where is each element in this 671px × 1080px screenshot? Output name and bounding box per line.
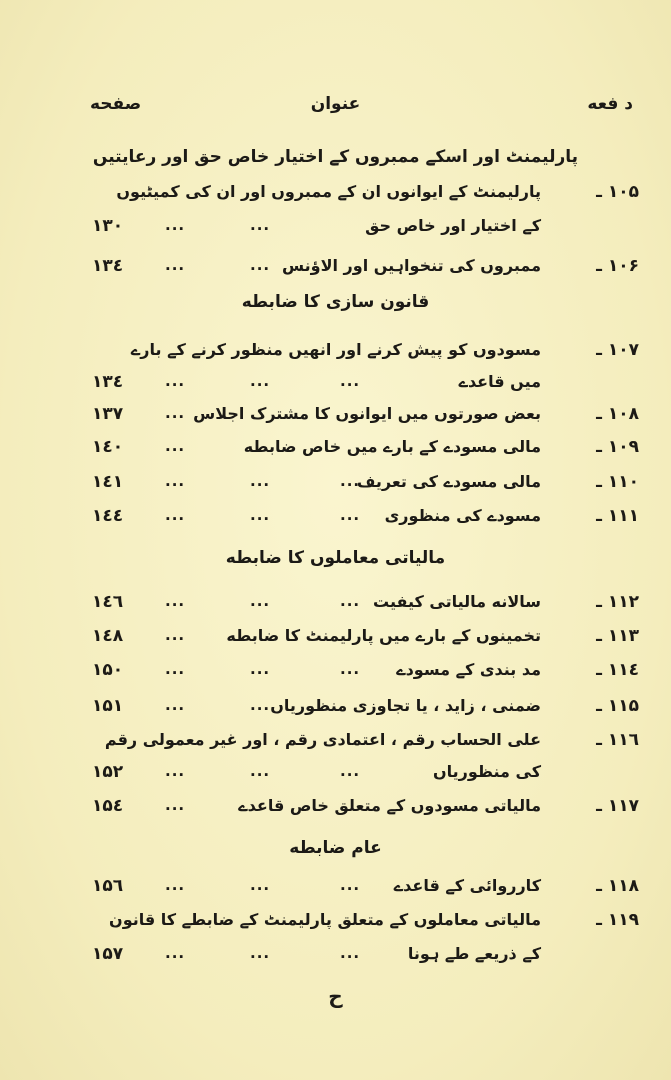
leader-dots: ... xyxy=(165,216,186,234)
toc-entry xyxy=(0,696,671,730)
entry-title: بعض صورتوں میں ایوانوں کا مشترک اجلاس xyxy=(193,404,541,423)
toc-entry xyxy=(0,592,671,626)
clause-number: ۱۱۸ ـ xyxy=(596,876,639,896)
entry-title: مالیاتی معاملوں کے متعلق پارلیمنٹ کے ضابطے کا قانون xyxy=(109,910,541,929)
entry-title: ضمنی ، زاید ، یا تجاوزی منظوریاں xyxy=(270,696,541,715)
clause-number: ۱۰۹ ـ xyxy=(596,437,639,457)
clause-number: ۱۱٤ ـ xyxy=(596,660,639,680)
leader-dots: ... xyxy=(165,876,186,894)
leader-dots: ... xyxy=(165,472,186,490)
toc-entry xyxy=(0,472,671,506)
entry-title: کارروائی کے قاعدے xyxy=(393,876,541,895)
clause-number: ۱۱۰ ـ xyxy=(596,472,639,492)
leader-dots: ... xyxy=(165,437,186,455)
leader-dots: ... xyxy=(165,762,186,780)
section-title-legislation: قانون سازی کا ضابطه xyxy=(241,292,430,312)
section-title-parliament: پارلیمنٹ اور اسکے ممبروں کے اختیار خاص حق اور رعایتیں xyxy=(92,147,579,167)
clause-number: ۱۱۲ ـ xyxy=(596,592,639,612)
clause-number: ۱۰۵ ـ xyxy=(596,182,639,202)
clause-number: ۱۱۷ ـ xyxy=(596,796,639,816)
page-number: ۱۵٦ xyxy=(92,876,124,896)
clause-number: ۱۱۱ ـ xyxy=(596,506,639,526)
leader-dots: ... xyxy=(165,660,186,678)
leader-dots: ... xyxy=(250,660,271,678)
entry-title: مسودے کی منظوری xyxy=(384,506,541,525)
toc-entry xyxy=(0,506,671,540)
clause-number: ۱۰۷ ـ xyxy=(596,340,639,360)
toc-entry xyxy=(0,876,671,910)
page-number: ۱٤۰ xyxy=(92,437,124,457)
leader-dots: ... xyxy=(250,472,271,490)
page-number: ۱۵۲ xyxy=(92,762,124,782)
page-folio: ح xyxy=(328,984,343,1008)
leader-dots: ... xyxy=(250,592,271,610)
page-number: ۱٤۱ xyxy=(92,472,124,492)
toc-entry xyxy=(0,762,671,796)
leader-dots: ... xyxy=(340,592,361,610)
entry-title: میں قاعدے xyxy=(458,372,541,391)
entry-title: مد بندی کے مسودے xyxy=(396,660,541,679)
leader-dots: ... xyxy=(340,944,361,962)
toc-entry xyxy=(0,796,671,830)
toc-entry xyxy=(0,944,671,978)
leader-dots: ... xyxy=(165,256,186,274)
leader-dots: ... xyxy=(340,660,361,678)
leader-dots: ... xyxy=(340,472,361,490)
page-number: ۱۳٤ xyxy=(92,372,124,392)
section-title-financial: مالیاتی معاملوں کا ضابطه xyxy=(225,548,446,568)
entry-title: مالی مسودے کی تعریف xyxy=(356,472,541,491)
entry-title: علی الحساب رقم ، اعتمادی رقم ، اور غیر معمولی رقم xyxy=(104,730,541,749)
toc-entry xyxy=(0,660,671,694)
leader-dots: ... xyxy=(165,626,186,644)
leader-dots: ... xyxy=(250,944,271,962)
page-number: ۱۳٤ xyxy=(92,256,124,276)
clause-number: ۱۰۶ ـ xyxy=(596,256,639,276)
clause-number: ۱۰۸ ـ xyxy=(596,404,639,424)
leader-dots: ... xyxy=(165,944,186,962)
entry-title: کے ذریعے طے ہونا xyxy=(407,944,541,963)
entry-title: مسودوں کو پیش کرنے اور انهیں منظور کرنے کے بارے xyxy=(130,340,541,359)
entry-title: ممبروں کی تنخواہیں اور الاؤنس xyxy=(282,256,541,275)
leader-dots: ... xyxy=(165,796,186,814)
page-number: ۱٤٤ xyxy=(92,506,124,526)
entry-title: تخمینوں کے بارے میں پارلیمنٹ کا ضابطه xyxy=(226,626,541,645)
leader-dots: ... xyxy=(250,696,271,714)
leader-dots: ... xyxy=(165,506,186,524)
column-header-title: عنوان xyxy=(310,94,361,114)
clause-number: ۱۱۵ ـ xyxy=(596,696,639,716)
entry-title: کے اختیار اور خاص حق xyxy=(365,216,541,235)
page-number: ۱۵۷ xyxy=(92,944,124,964)
page-number: ۱۵۱ xyxy=(92,696,124,716)
clause-number: ۱۱۹ ـ xyxy=(596,910,639,930)
page-number: ۱۳۷ xyxy=(92,404,124,424)
toc-entry xyxy=(0,730,671,764)
toc-entry xyxy=(0,626,671,660)
leader-dots: ... xyxy=(250,372,271,390)
toc-entry xyxy=(0,340,671,374)
entry-title: پارلیمنٹ کے ایوانوں ان کے ممبروں اور ان کی کمیٹیوں xyxy=(116,182,541,201)
column-header-clause: د فعه xyxy=(587,94,633,114)
entry-title: کی منظوریاں xyxy=(433,762,541,781)
leader-dots: ... xyxy=(250,256,271,274)
leader-dots: ... xyxy=(340,372,361,390)
page-number: ۱۳۰ xyxy=(92,216,124,236)
leader-dots: ... xyxy=(165,372,186,390)
toc-entry xyxy=(0,372,671,406)
leader-dots: ... xyxy=(250,762,271,780)
toc-entry xyxy=(0,404,671,438)
leader-dots: ... xyxy=(165,592,186,610)
leader-dots: ... xyxy=(340,506,361,524)
entry-title: مالیاتی مسودوں کے متعلق خاص قاعدے xyxy=(238,796,541,815)
toc-entry xyxy=(0,216,671,250)
leader-dots: ... xyxy=(250,876,271,894)
toc-entry xyxy=(0,910,671,944)
leader-dots: ... xyxy=(250,216,271,234)
toc-entry xyxy=(0,256,671,290)
page-number: ۱۵٤ xyxy=(92,796,124,816)
column-header-page: صفحه xyxy=(90,94,142,114)
leader-dots: ... xyxy=(340,876,361,894)
page-number: ۱۵۰ xyxy=(92,660,124,680)
section-title-general: عام ضابطه xyxy=(289,838,382,858)
leader-dots: ... xyxy=(165,696,186,714)
leader-dots: ... xyxy=(250,506,271,524)
page-number: ۱٤۸ xyxy=(92,626,124,646)
toc-entry xyxy=(0,182,671,216)
toc-entry xyxy=(0,437,671,471)
clause-number: ۱۱۳ ـ xyxy=(596,626,639,646)
entry-title: سالانه مالیاتی کیفیت xyxy=(373,592,541,611)
page-number: ۱٤٦ xyxy=(92,592,124,612)
leader-dots: ... xyxy=(340,762,361,780)
clause-number: ۱۱٦ ـ xyxy=(596,730,639,750)
entry-title: مالی مسودے کے بارے میں خاص ضابطه xyxy=(243,437,541,456)
leader-dots: ... xyxy=(165,404,186,422)
